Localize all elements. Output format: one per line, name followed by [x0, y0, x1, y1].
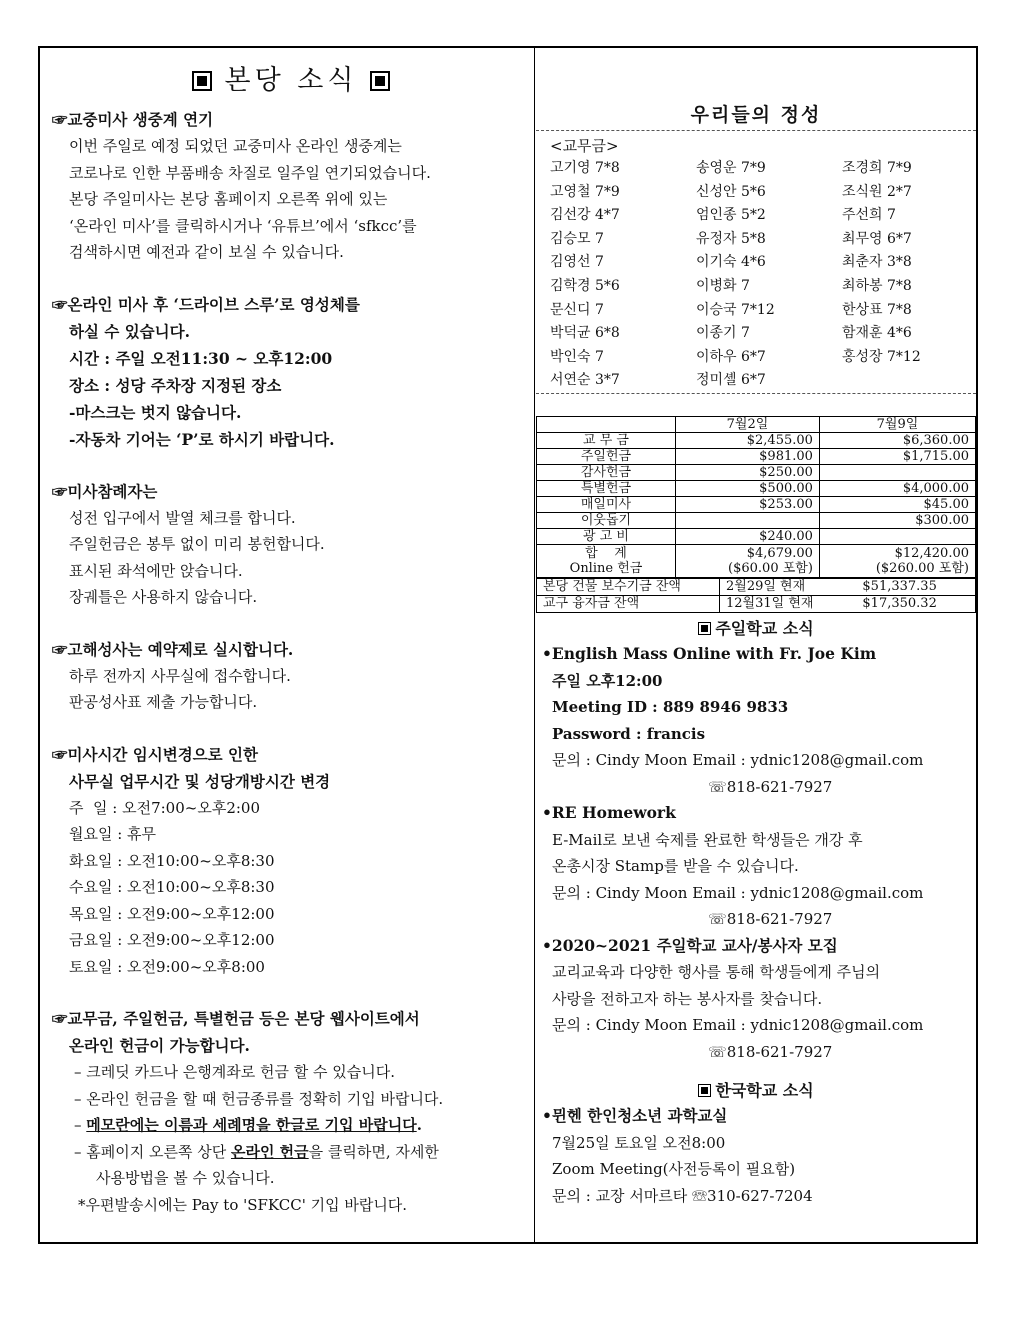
- offerings-title: 우리들의 정성: [690, 104, 822, 126]
- parish-news-title: 본당 소식: [52, 58, 530, 97]
- online-giving-notice: ☞교무금, 주일헌금, 특별헌금 등은 본당 웹사이트에서 온라인 헌금이 가능합니다. – 크레딧 카드나 은행계좌로 헌금 할 수 있습니다. – 온라인 헌금을 할 때 헌금종류를 정확히 기입 바랍니다. – 메모란에는 이름과 세례명을 한글로 기입 바랍니다. – 홈페이지 오른쪽 상단 온라인 헌금을 클릭하면, 자세한 사용방법을 볼 수 있습니다. *우편발송시에는 Pay to 'SFKCC' 기입 바랍니다.: [52, 1006, 530, 1218]
- offering-entry: 최무영 6*7: [842, 230, 912, 247]
- offering-entry: [842, 369, 982, 393]
- contact-email: 문의 : Cindy Moon Email : ydnic1208@gmail.com: [552, 883, 924, 902]
- confession-notice: ☞고해성사는 예약제로 실시합니다. 하루 전까지 사무실에 접수합니다. 판공성사표 제출 가능합니다.: [52, 637, 530, 716]
- contact-phone: ☏818-621-7927: [708, 1042, 833, 1061]
- sunday-school-news: 주일학교 소식 •English Mass Online with Fr. Joe Kim 주일 오후12:00 Meeting ID : 889 8946 9833 Password : francis 문의 : Cindy Moon Email : ydnic1208@gmail.com ☏818-621-7927 •RE Homework E-Mail로 보낸 숙제를 완료한 학생들은 개강 후 온총시장 Stamp를 받을 수 있습니다. 문의 : Cindy Moon Email : ydnic1208@gmail.com ☏818-621-7927 •2020~2021 주일학교 교사/봉사자 모집 교리교육과 다양한 행사를 통해 학생들에게 주님의 사랑을 전하고자 하는 봉사자를 찾습니다. 문의 : Cindy Moon Email : ydnic1208@gmail.com ☏818-621-7927: [536, 617, 976, 1065]
- table-row: 광 고 비 $240.00: [537, 529, 976, 545]
- online-giving-link[interactable]: 온라인 헌금: [230, 1142, 309, 1161]
- offering-entry: 고영철 7*9: [550, 183, 620, 200]
- table-total-row: 합 계 Online 헌금 $4,679.00 ($60.00 포함) $12,420.00 ($260.00 포함): [537, 545, 976, 578]
- table-row: 감사헌금 $250.00: [537, 465, 976, 481]
- offering-entry: 유정자 5*8: [696, 230, 766, 247]
- right-column: [536, 48, 976, 1209]
- table-row: 이웃돕기 $300.00: [537, 513, 976, 529]
- contact-phone: ☏818-621-7927: [708, 777, 833, 796]
- offering-entry: 함재훈 4*6: [842, 325, 912, 342]
- offering-entry: 이병화 7: [696, 277, 750, 294]
- section-title: 주일학교 소식: [536, 617, 976, 641]
- offering-entry: 문신디 7: [550, 301, 604, 318]
- offering-list-heading: <교무금>: [550, 137, 619, 155]
- offering-entry: 이하우 6*7: [696, 348, 766, 365]
- section-heading: ☞교무금, 주일헌금, 특별헌금 등은 본당 웹사이트에서: [52, 1009, 420, 1028]
- filled-square-icon: [698, 1084, 711, 1097]
- parish-news-column: [52, 58, 530, 1218]
- table-row: 교구 융자금 잔액 12월31일 현재 $17,350.32: [537, 596, 976, 613]
- offering-entry: 김선강 4*7: [550, 207, 620, 224]
- offering-entry: 주선희 7: [842, 207, 896, 224]
- mass-attendee-notice: ☞미사참례자는 성전 입구에서 발열 체크를 합니다. 주일헌금은 봉투 없이 미리 봉헌합니다. 표시된 좌석에만 앉습니다. 장궤틀은 사용하지 않습니다.: [52, 479, 530, 611]
- offering-entry: 박인숙 7: [550, 348, 604, 365]
- offering-entry: 한상표 7*8: [842, 301, 912, 318]
- column-divider: [534, 46, 535, 1244]
- table-row: 교 무 금 $2,455.00 $6,360.00: [537, 433, 976, 449]
- offering-entry: 최춘자 3*8: [842, 254, 912, 271]
- offering-entry: 김영선 7: [550, 254, 604, 271]
- offering-entry: 고기영 7*8: [550, 160, 620, 176]
- offering-entry: 홍성장 7*12: [842, 348, 921, 365]
- section-heading: ☞고해성사는 예약제로 실시합니다.: [52, 639, 294, 659]
- table-header-row: 7월2일 7월9일: [537, 417, 976, 433]
- offering-entry: 박덕균 6*8: [550, 325, 620, 342]
- offering-list: [536, 157, 976, 393]
- contact-phone: ☏818-621-7927: [708, 910, 833, 928]
- offering-entry: 조식원 2*7: [842, 183, 912, 200]
- section-heading: ☞미사참례자는: [52, 481, 158, 501]
- offering-entry: 최하봉 7*8: [842, 277, 912, 294]
- dashed-divider: [536, 393, 976, 394]
- offering-entry: 김학경 5*6: [550, 277, 620, 294]
- offering-entry: 송영운 7*9: [696, 160, 766, 176]
- contact-email: 문의 : Cindy Moon Email : ydnic1208@gmail.com: [552, 1016, 924, 1034]
- section-heading: ☞미사시간 임시변경으로 인한: [52, 744, 258, 764]
- offering-entry: 정미셸 6*7: [696, 372, 766, 389]
- section-heading: ☞온라인 미사 후 ‘드라이브 스루’로 영성체를: [52, 294, 360, 314]
- filled-square-icon: [370, 71, 390, 91]
- offering-entry: 서연순 3*7: [550, 372, 620, 389]
- section-title: 한국학교 소식: [536, 1079, 976, 1103]
- offering-entry: 엄인종 5*2: [696, 207, 766, 224]
- offering-entry: 이기숙 4*6: [696, 254, 766, 271]
- offering-entry: 이종기 7: [696, 325, 750, 342]
- offering-amount-table: [536, 416, 976, 578]
- drive-through-communion-notice: ☞온라인 미사 후 ‘드라이브 스루’로 영성체를 하실 수 있습니다. 시간 : 주일 오전11:30 ~ 오후12:00 장소 : 성당 주차장 지정된 장소 -마스크는 벗지 않습니다. -자동차 기어는 ‘P’로 하시기 바랍니다.: [52, 292, 530, 453]
- balance-table: [536, 578, 976, 613]
- table-row: 주일헌금 $981.00 $1,715.00: [537, 449, 976, 465]
- dashed-divider: [536, 130, 976, 131]
- livestream-postponed-notice: ☞교중미사 생중계 연기 이번 주일로 예정 되었던 교중미사 온라인 생중계는 코로나로 인한 부품배송 차질로 일주일 연기되었습니다. 본당 주일미사는 본당 홈페이지 오른쪽 위에 있는 ‘온라인 미사’를 클릭하시거나 ‘유튜브’에서 ‘sfkcc’를 검색하시면 예전과 같이 보실 수 있습니다.: [52, 107, 530, 266]
- offering-entry: 이승국 7*12: [696, 301, 775, 318]
- filled-square-icon: [192, 71, 212, 91]
- korean-school-news: 한국학교 소식 •뮌헨 한인청소년 과학교실 7월25일 토요일 오전8:00 Zoom Meeting(사전등록이 필요함) 문의 : 교장 서마르타 ☏310-627-7204: [536, 1079, 976, 1209]
- contact-email: 문의 : Cindy Moon Email : ydnic1208@gmail.com: [552, 751, 924, 769]
- office-hours-notice: ☞미사시간 임시변경으로 인한 사무실 업무시간 및 성당개방시간 변경 주 일 : 오전7:00~오후2:00 월요일 : 휴무 화요일 : 오전10:00~오후8:30 수요일 : 오전10:00~오후8:30 목요일 : 오전9:00~오후12:00 금요일 : 오전9:00~오후12:00 토요일 : 오전9:00~오후8:00: [52, 742, 530, 981]
- table-row: 본당 건물 보수기금 잔액 2월29일 현재 $51,337.35: [537, 579, 976, 596]
- section-heading: ☞교중미사 생중계 연기: [52, 110, 214, 129]
- filled-square-icon: [698, 622, 711, 635]
- offering-entry: 조경희 7*9: [842, 160, 912, 176]
- table-row: 특별헌금 $500.00 $4,000.00: [537, 481, 976, 497]
- table-row: 매일미사 $253.00 $45.00: [537, 497, 976, 513]
- offering-entry: 김승모 7: [550, 230, 604, 247]
- offering-entry: 신성안 5*6: [696, 183, 766, 200]
